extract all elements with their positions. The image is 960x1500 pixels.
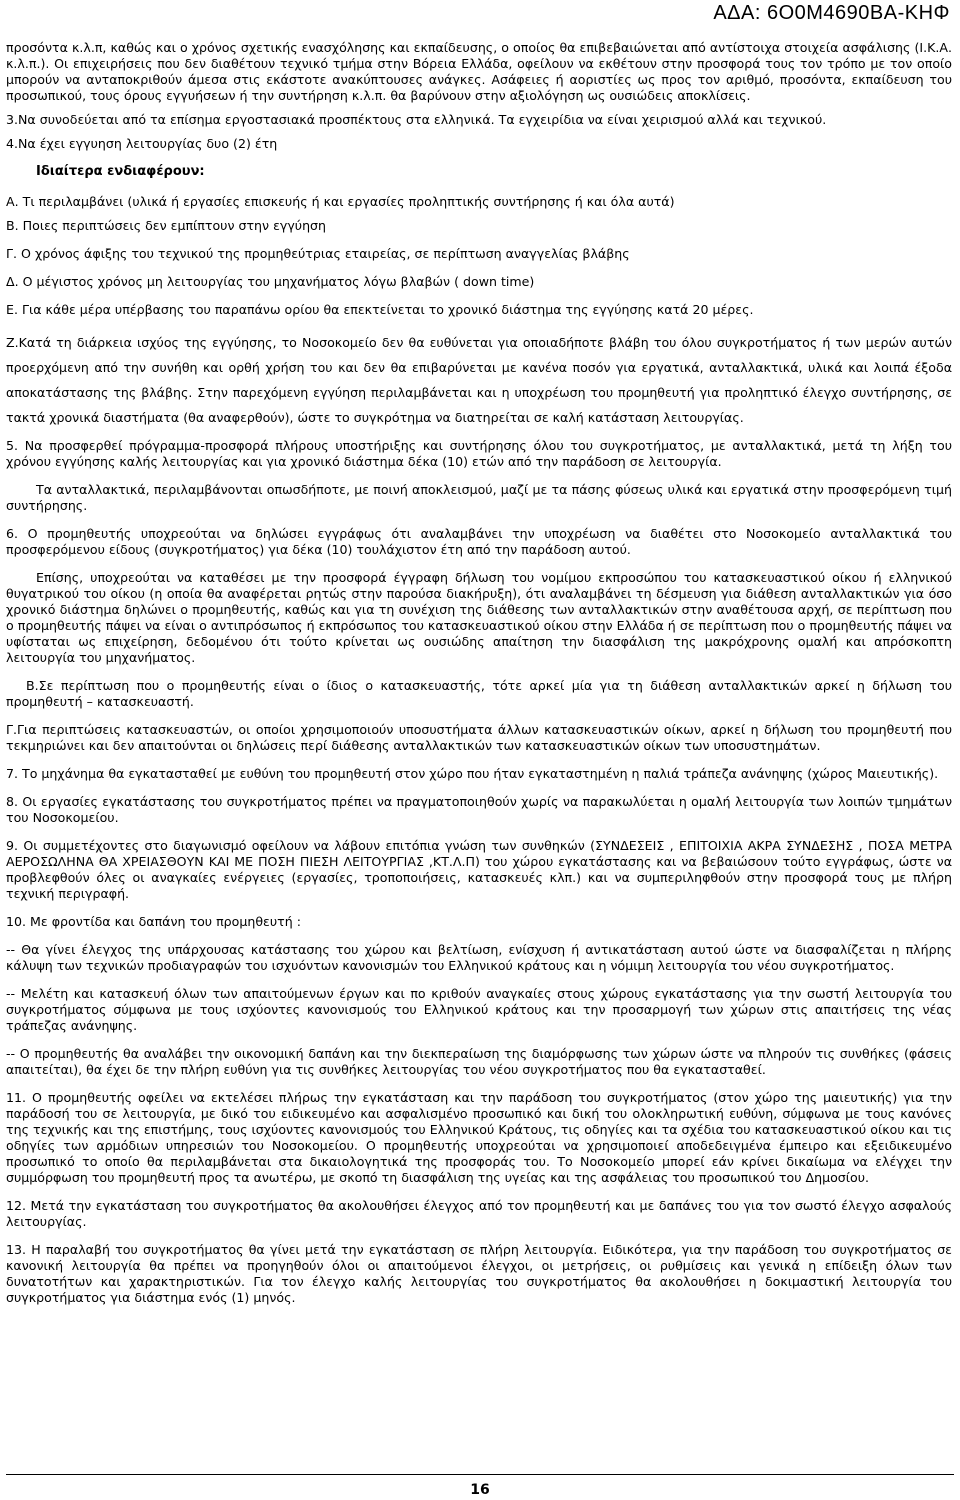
paragraph-item-4: 4.Να έχει εγγυηση λειτουργίας δυο (2) έτη xyxy=(6,136,278,151)
section-heading: Ιδιαίτερα ενδιαφέρουν: xyxy=(36,164,205,179)
paragraph-item-6-c: Γ.Για περιπτώσεις κατασκευαστών, οι οποίοι χρησιμοποιούν υποσυστήματα άλλων κατασκευαστικών οίκων, αρκεί η δήλωση του προμηθευτή που τεκμηριώνει και δεν απαιτούνται οι δηλώσεις περί διάθεσης ανταλλακτικών των κατασκευαστικών οίκων των υποσυστημάτων. xyxy=(6,722,952,753)
paragraph-item-12: 12. Μετά την εγκατάσταση του συγκροτήματος θα ακολουθήσει έλεγχος από τον προμηθευτή και με δαπάνες του για τον σωστό έλεγχο ασφαλούς λειτουργίας. xyxy=(6,1198,952,1229)
paragraph-qualifications: προσόντα κ.λ.π, καθώς και ο χρόνος σχετικής ενασχόλησης και εκπαίδευσης, ο οποίος θα επιβεβαιώνεται από αντίστοιχα στοιχεία ασφάλισης (Ι.Κ.Α. κ.λ.π.). Οι επιχειρήσεις που δεν διαθέτουν τεχνικό τμήμα στην Βόρεια Ελλάδα, οφείλουν να εκθέτουν στην προσφορά τους τον τρόπο με τον οποίο μπορούν να ανταποκριθούν άμεσα στις εκάστοτε ανακύπτουσες ανάγκες. Ασάφειες ή αοριστίες ως προς τον αριθμό, προσόντα, εκπαίδευση του προσωπικού, τους όρους εγγυήσεων ή την συντήρηση κ.λ.π. θα βαρύνουν στην αξιολόγηση ως ουσιώδεις αποκλίσεις. xyxy=(6,40,952,103)
list-item-a: Α. Τι περιλαμβάνει (υλικά ή εργασίες επισκευής ή και εργασίες προληπτικής συντήρησης ή και όλα αυτά) xyxy=(6,194,675,209)
paragraph-item-13: 13. Η παραλαβή του συγκροτήματος θα γίνει μετά την εγκατάσταση σε πλήρη λειτουργία. Ειδικότερα, για την παράδοση του συγκροτήματος σε κανονική λειτουργία θα πρέπει να προηγηθούν όλοι οι απαιτούμενοι έλεγχοι, οι μετρήσεις, οι ρυθμίσεις και γενικά η επίδειξη όλων των δυνατοτήτων και χαρακτηριστικών. Για τον έλεγχο καλής λειτουργίας του συγκροτήματος θα ακολουθήσει η δοκιμαστική λειτουργία του συγκροτήματος για διάστημα ενός (1) μηνός. xyxy=(6,1242,952,1305)
paragraph-item-10-a: -- Θα γίνει έλεγχος της υπάρχουσας κατάστασης του χώρου και βελτίωση, ενίσχυση ή αντικατάσταση αυτού ώστε να διασφαλίζεται η πλήρης κάλυψη των τεχνικών προδιαγραφών του ισχυόντων κανονισμών του Ελληνικού κράτους και η νόμιμη λειτουργία του νέου συγκροτήματος. xyxy=(6,942,952,973)
list-item-c: Γ. Ο χρόνος άφιξης του τεχνικού της προμηθεύτριας εταιρείας, σε περίπτωση αναγγελίας βλάβης xyxy=(6,246,630,261)
paragraph-item-10-b: -- Μελέτη και κατασκευή όλων των απαιτούμενων έργων και πο κριθούν αναγκαίες στους χώρους εγκατάστασης για την σωστή λειτουργία του συγκροτήματος σύμφωνα με τους ισχύοντες κανονισμούς του Ελληνικού κράτους και την προσαρμογή των χώρων στις απαιτήσεις της νέας τράπεζας ανάνηψης. xyxy=(6,986,952,1033)
paragraph-item-10: 10. Με φροντίδα και δαπάνη του προμηθευτή : xyxy=(6,914,301,929)
page-number: 16 xyxy=(470,1482,490,1498)
paragraph-item-9: 9. Οι συμμετέχοντες στο διαγωνισμό οφείλουν να λάβουν επιτόπια γνώση των συνθηκών (ΣΥΝΔΕΣΕΙΣ , ΕΠΙΤΟΙΧΙΑ ΑΚΡΑ ΣΥΝΔΕΣΗΣ , ΠΟΣΑ ΜΕΤΡΑ ΑΕΡΟΣΩΛΗΝΑ ΘΑ ΧΡΕΙΑΣΘΟΥΝ ΚΑΙ ΜΕ ΠΟΣΗ ΠΙΕΣΗ ΛΕΙΤΟΥΡΓΙΑΣ ,ΚΤ.Λ.Π) του χώρου εγκατάστασης και να βεβαιώσουν τούτο εγγράφως, ώστε να προβλεφθούν όλες οι αναγκαίες ενέργειες (εργασίες, τροποποιήσεις, κατασκευές κλπ.) και να συμπεριληφθούν στην προσφορά τους με πλήρη τεχνική περιγραφή. xyxy=(6,838,952,901)
footer-divider xyxy=(6,1474,954,1475)
paragraph-item-6-declaration: Επίσης, υποχρεούται να καταθέσει με την προσφορά έγγραφη δήλωση του νομίμου εκπροσώπου του κατασκευαστικού οίκου ή ελληνικού θυγατρικού του οίκου (η οποία θα αναφέρεται ρητώς στην παρούσα διακήρυξη), ότι αναλαμβάνει τη δέσμευση για διάθεση ανταλλακτικών για όσο χρονικό διάστημα δηλώνει ο προμηθευτής, καθώς και για τη συνέχιση της διάθεσης των ανταλλακτικών στην αναθέτουσα αρχή, σε περίπτωση που ο προμηθευτής πάψει να είναι ο αντιπρόσωπος ή εκπρόσωπος του κατασκευαστικού οίκου στην Ελλάδα ή σε περίπτωση που ο προμηθευτής πάψει να υφίσταται ως επιχείρηση, δεδομένου ότι τούτο κρίνεται ως ουσιώδης απαίτηση την διασφάλιση της μακρόχρονης ομαλή και απρόσκοπτη λειτουργία του μηχανήματος. xyxy=(6,570,952,665)
warranty-list xyxy=(6,194,952,430)
paragraph-item-5-spares: Τα ανταλλακτικά, περιλαμβάνονται οπωσδήποτε, με ποινή αποκλεισμού, μαζί με τα πάσης φύσεως υλικά και εργατικά στην προσφερόμενη τιμή συντήρησης. xyxy=(6,482,952,513)
paragraph-item-11: 11. Ο προμηθευτής οφείλει να εκτελέσει πλήρως την εγκατάσταση και την παράδοση του συγκροτήματος (στον χώρο της μαιευτικής) για την παράδοσή του σε λειτουργία, με δικό του ειδικευμένο και ασφαλισμένο προσωπικό και δική του ολοκληρωτική ευθύνη, σύμφωνα με τους κανόνες της τεχνικής και της επιστήμης, τους ισχύοντες κανονισμούς του Ελληνικού Κράτους, τις οδηγίες και τα σχέδια του κατασκευαστικού οίκου και τις οδηγίες των αρμόδιων υπηρεσιών του Νοσοκομείου. Ο προμηθευτής υποχρεούται να χρησιμοποιεί αποδεδειγμένα έμπειρο και εξειδικευμένο προσωπικό το οποίο θα περιλαμβάνεται στα δικαιολογητικά της προσφοράς του. Το Νοσοκομείο μπορεί εάν κρίνει δικαίωμα να ελέγχει την συμμόρφωση του προμηθευτή προς τα ανωτέρω, με σκοπό τη διασφάλιση της υγείας και της ασφάλειας του προσωπικού του Δημοσίου. xyxy=(6,1090,952,1185)
paragraph-item-10-c: -- Ο προμηθευτής θα αναλάβει την οικονομική δαπάνη και την διεκπεραίωση της διαμόρφωσης των χώρων ώστε να πληρούν τις συνθήκες (φάσεις απαιτείται), θα έχει δε την πλήρη ευθύνη για τις συνθήκες λειτουργίας του νέου συγκροτήματος που θα εγκατασταθεί. xyxy=(6,1046,952,1077)
paragraph-item-6: 6. Ο προμηθευτής υποχρεούται να δηλώσει εγγράφως ότι αναλαμβάνει την υποχρέωση να διαθέτει στο Νοσοκομείο ανταλλακτικά του προσφερόμενου είδους (συγκροτήματος) για δέκα (10) τουλάχιστον έτη από την παράδοση αυτού. xyxy=(6,526,952,557)
list-item-z: Ζ.Κατά τη διάρκεια ισχύος της εγγύησης, το Νοσοκομείο δεν θα ευθύνεται για οποιαδήποτε βλάβη του όλου συγκροτήματος ή των μερών αυτών προερχόμενη από την συνήθη και ορθή χρήση του και δεν θα επιβαρύνεται με κανένα ποσόν για εργατικά, ανταλλακτικά, υλικά και λοιπά έξοδα αποκατάστασης της βλάβης. Στην παρεχόμενη εγγύηση περιλαμβάνεται και η υποχρέωση του προμηθευτή για προληπτικό έλεγχο συντήρησης, σε τακτά χρονικά διαστήματα (θα αναφερθούν), ώστε το συγκρότημα να διατηρείται σε καλή κατάσταση λειτουργίας. xyxy=(6,335,952,425)
paragraph-item-3: 3.Να συνοδεύεται από τα επίσημα εργοστασιακά προσπέκτους στα ελληνικά. Τα εγχειρίδια να είναι χειρισμού αλλά και τεχνικού. xyxy=(6,112,827,127)
paragraph-item-5: 5. Να προσφερθεί πρόγραμμα-προσφορά πλήρους υποστήριξης και συντήρησης όλου του συγκροτήματος, με ανταλλακτικά, μετά τη λήξη του χρόνου εγγύησης καλής λειτουργίας και για χρονικό διάστημα δέκα (10) ετών από την παράδοση σε λειτουργία. xyxy=(6,438,952,469)
paragraph-item-8: 8. Οι εργασίες εγκατάστασης του συγκροτήματος πρέπει να πραγματοποιηθούν χωρίς να παρακωλύεται η ομαλή λειτουργία των λοιπών τμημάτων του Νοσοκομείου. xyxy=(6,794,952,825)
list-item-e: Ε. Για κάθε μέρα υπέρβασης του παραπάνω ορίου θα επεκτείνεται το χρονικό διάστημα της εγγύησης κατά 20 μέρες. xyxy=(6,302,754,317)
paragraph-item-6-b: Β.Σε περίπτωση που ο προμηθευτής είναι ο ίδιος ο κατασκευαστής, τότε αρκεί μία για τη διάθεση ανταλλακτικών αρκεί η δήλωση του προμηθευτή – κατασκευαστή. xyxy=(6,678,952,709)
document-body xyxy=(6,40,952,1306)
list-item-d: Δ. Ο μέγιστος χρόνος μη λειτουργίας του μηχανήματος λόγω βλαβών ( down time) xyxy=(6,274,535,289)
paragraph-item-7: 7. Το μηχάνημα θα εγκατασταθεί με ευθύνη του προμηθευτή στον χώρο που ήταν εγκαταστημένη η παλιά τράπεζα ανάνηψης (χώρος Μαιευτικής). xyxy=(6,766,939,781)
ada-identifier: ΑΔΑ: 6Ο0Μ4690ΒΑ-ΚΗΦ xyxy=(713,2,950,24)
list-item-b: Β. Ποιες περιπτώσεις δεν εμπίπτουν στην εγγύηση xyxy=(6,218,327,233)
